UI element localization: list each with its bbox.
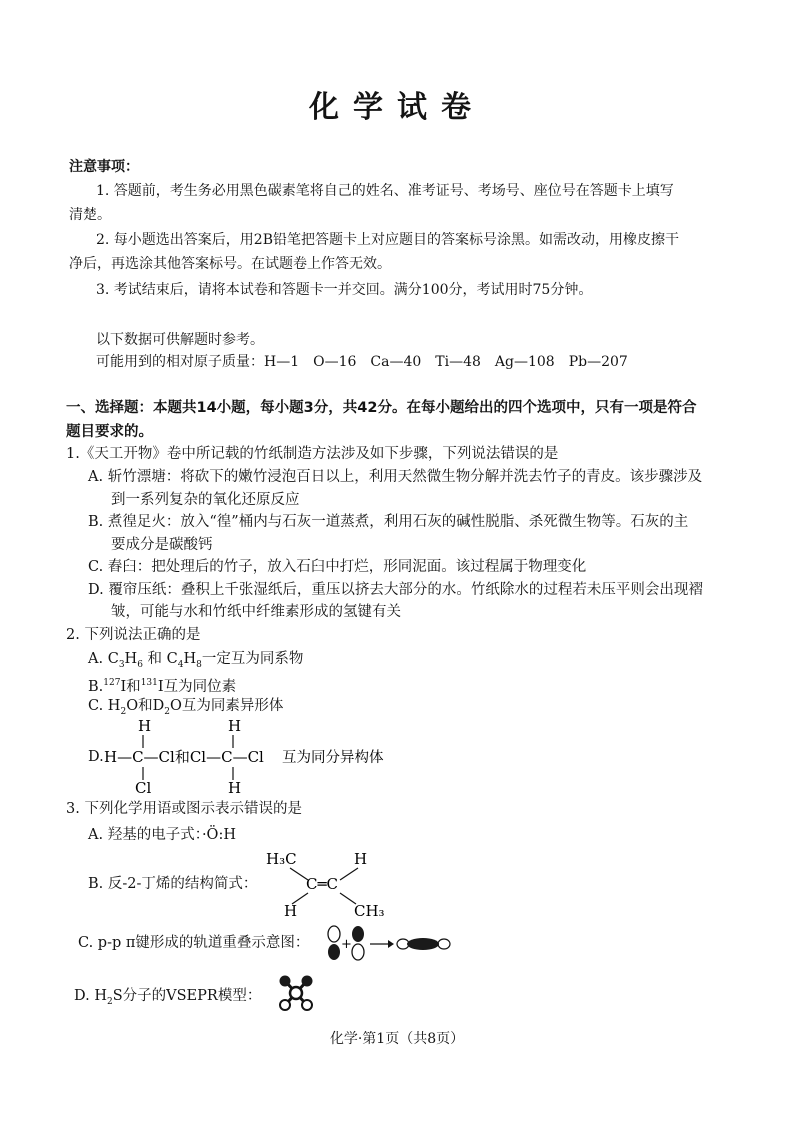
q2-b-i1: I和 <box>120 678 141 695</box>
q3-b-structure <box>262 848 392 920</box>
q2-d-main-chain: H—C—Cl和Cl—C—Cl <box>104 748 264 766</box>
q2-b-mass2: 131 <box>140 678 158 688</box>
q3-d-vsepr-model <box>278 974 314 1012</box>
q1-option-c: C. 舂臼：把处理后的竹子，放入石臼中打烂，形同泥面。该过程属于物理变化 <box>88 559 587 575</box>
q2-b-i2: I互为同位素 <box>157 678 237 695</box>
q2-d-h-top-2: H <box>228 717 242 735</box>
q1-option-a-line-2: 到一系列复杂的氧化还原反应 <box>111 492 300 508</box>
q2-d-h-top-1: H <box>138 717 152 735</box>
section-1-heading-line-2: 题目要求的。 <box>66 424 153 440</box>
q2-c-label: C. <box>88 698 104 714</box>
q3-d-h: H <box>94 988 107 1004</box>
q2-a-c2: C <box>166 651 178 667</box>
sulfur-atom <box>290 987 302 999</box>
hydrogen-atom <box>280 1000 290 1010</box>
q2-d-label: D. <box>88 749 104 765</box>
hydrogen-atom <box>302 1000 312 1010</box>
q3-option-d <box>74 985 261 1013</box>
q3-b-h-bottom-left: H <box>284 902 298 920</box>
q2-a-sub3: 4 <box>177 659 184 670</box>
q3-b-bond-2 <box>340 868 358 880</box>
pi-bond-overlap <box>397 938 450 950</box>
page-footer: 化学·第1页（共8页） <box>329 1031 465 1047</box>
arrow-head <box>388 940 394 948</box>
q2-a-c1: C <box>107 651 119 667</box>
notice-item-2-line-2: 净后，再选涂其他答案标号。在试题卷上作答无效。 <box>69 256 391 272</box>
q2-a-sub2: 6 <box>137 659 143 670</box>
q3-b-h-top-right: H <box>354 850 368 868</box>
q3-b-ch3: CH₃ <box>354 902 385 920</box>
page-title: 化学试卷 <box>309 90 485 125</box>
q1-option-a-line-1: A. 斩竹漂塘：将砍下的嫩竹浸泡百日以上，利用天然微生物分解并洗去竹子的青皮。该步骤涉及 <box>88 469 703 485</box>
notice-heading: 注意事项： <box>69 159 139 175</box>
q2-a-tail: 一定互为同系物 <box>201 651 304 667</box>
q2-d-cl-bottom: Cl <box>135 779 152 796</box>
q1-option-d-line-1: D. 覆帘压纸：叠积上千张湿纸后，重压以挤去大部分的水。竹纸除水的过程若未压平则会出现褶 <box>88 582 703 598</box>
q3-c-orbital-diagram <box>322 925 452 963</box>
plus-sign: + <box>341 937 352 952</box>
q3-d-text: S分子的VSEPR模型： <box>112 988 262 1004</box>
q2-b-mass1: 127 <box>103 678 121 688</box>
notice-item-1-line-1: 1. 答题前，考生务必用黑色碳素笔将自己的姓名、准考证号、考场号、座位号在答题卡上填写 <box>96 183 674 199</box>
q2-c-sub1: 2 <box>120 706 127 717</box>
q3-b-double-bond: C═C <box>306 875 338 893</box>
q3-a-text: A. 羟基的电子式： <box>88 827 202 843</box>
reference-intro: 以下数据可供解题时参考。 <box>96 332 264 348</box>
notice-item-2-line-1: 2. 每小题选出答案后，用2B铅笔把答题卡上对应题目的答案标号涂黑。如需改动，用橡皮擦干 <box>96 232 680 248</box>
q2-stem: 2. 下列说法正确的是 <box>66 627 201 643</box>
q1-option-d-line-2: 皱，可能与水和竹纸中纤维素形成的氢键有关 <box>111 604 401 620</box>
q3-d-sub: 2 <box>106 996 113 1007</box>
q2-b-label: B. <box>88 678 104 695</box>
q2-a-sub4: 8 <box>196 659 202 670</box>
q3-b-h3c: H₃C <box>266 850 297 868</box>
q3-option-c-text: C. p-p π键形成的轨道重叠示意图： <box>78 935 310 951</box>
q2-a-h2: H <box>183 651 197 667</box>
notice-item-3: 3. 考试结束后，请将本试卷和答题卡一并交回。满分100分，考试用时75分钟。 <box>96 282 593 298</box>
q1-option-b-line-1: B. 煮徨足火：放入“徨”桶内与石灰一道蒸煮，利用石灰的碱性脱脂、杀死微生物等。石灰的主 <box>88 514 689 530</box>
q3-d-label: D. <box>74 988 90 1004</box>
q2-c-h: H <box>107 698 121 714</box>
q2-d-structure <box>104 714 394 796</box>
lone-pair-lobe <box>280 976 291 987</box>
q2-c-tail: O互为同素异形体 <box>169 698 284 714</box>
q2-d-tail: 互为同分异构体 <box>282 750 384 766</box>
q2-c-sub2: 2 <box>164 706 170 717</box>
q2-a-label: A. <box>88 651 104 667</box>
q2-option-b <box>88 672 236 698</box>
q1-option-b-line-2: 要成分是碳酸钙 <box>111 537 213 553</box>
q1-stem: 1.《天工开物》卷中所记载的竹纸制造方法涉及如下步骤，下列说法错误的是 <box>66 446 559 462</box>
section-1-heading: 一、选择题：本题共14小题，每小题3分，共42分。在每小题给出的四个选项中，只有一项是符合 <box>66 400 697 416</box>
q3-option-b-text: B. 反-2-丁烯的结构简式： <box>88 876 258 892</box>
reference-masses: 可能用到的相对原子质量：H—1 O—16 Ca—40 Ti—48 Ag—108 Pb—207 <box>96 354 628 370</box>
q2-a-sub1: 3 <box>118 659 125 670</box>
q2-d-h-bottom: H <box>228 779 242 796</box>
notice-item-1-line-2: 清楚。 <box>69 207 111 223</box>
p-orbital-2 <box>352 926 364 960</box>
q3-stem: 3. 下列化学用语或图示表示错误的是 <box>66 801 302 817</box>
q2-c-o: O和D <box>126 698 165 714</box>
lone-pair-lobe <box>302 976 313 987</box>
q2-a-mid: 和 <box>147 651 163 667</box>
q2-a-h1: H <box>124 651 138 667</box>
p-orbital-1 <box>328 926 340 960</box>
q3-option-a <box>88 824 236 846</box>
q3-a-electron-formula: ·Ö:H <box>201 827 236 843</box>
